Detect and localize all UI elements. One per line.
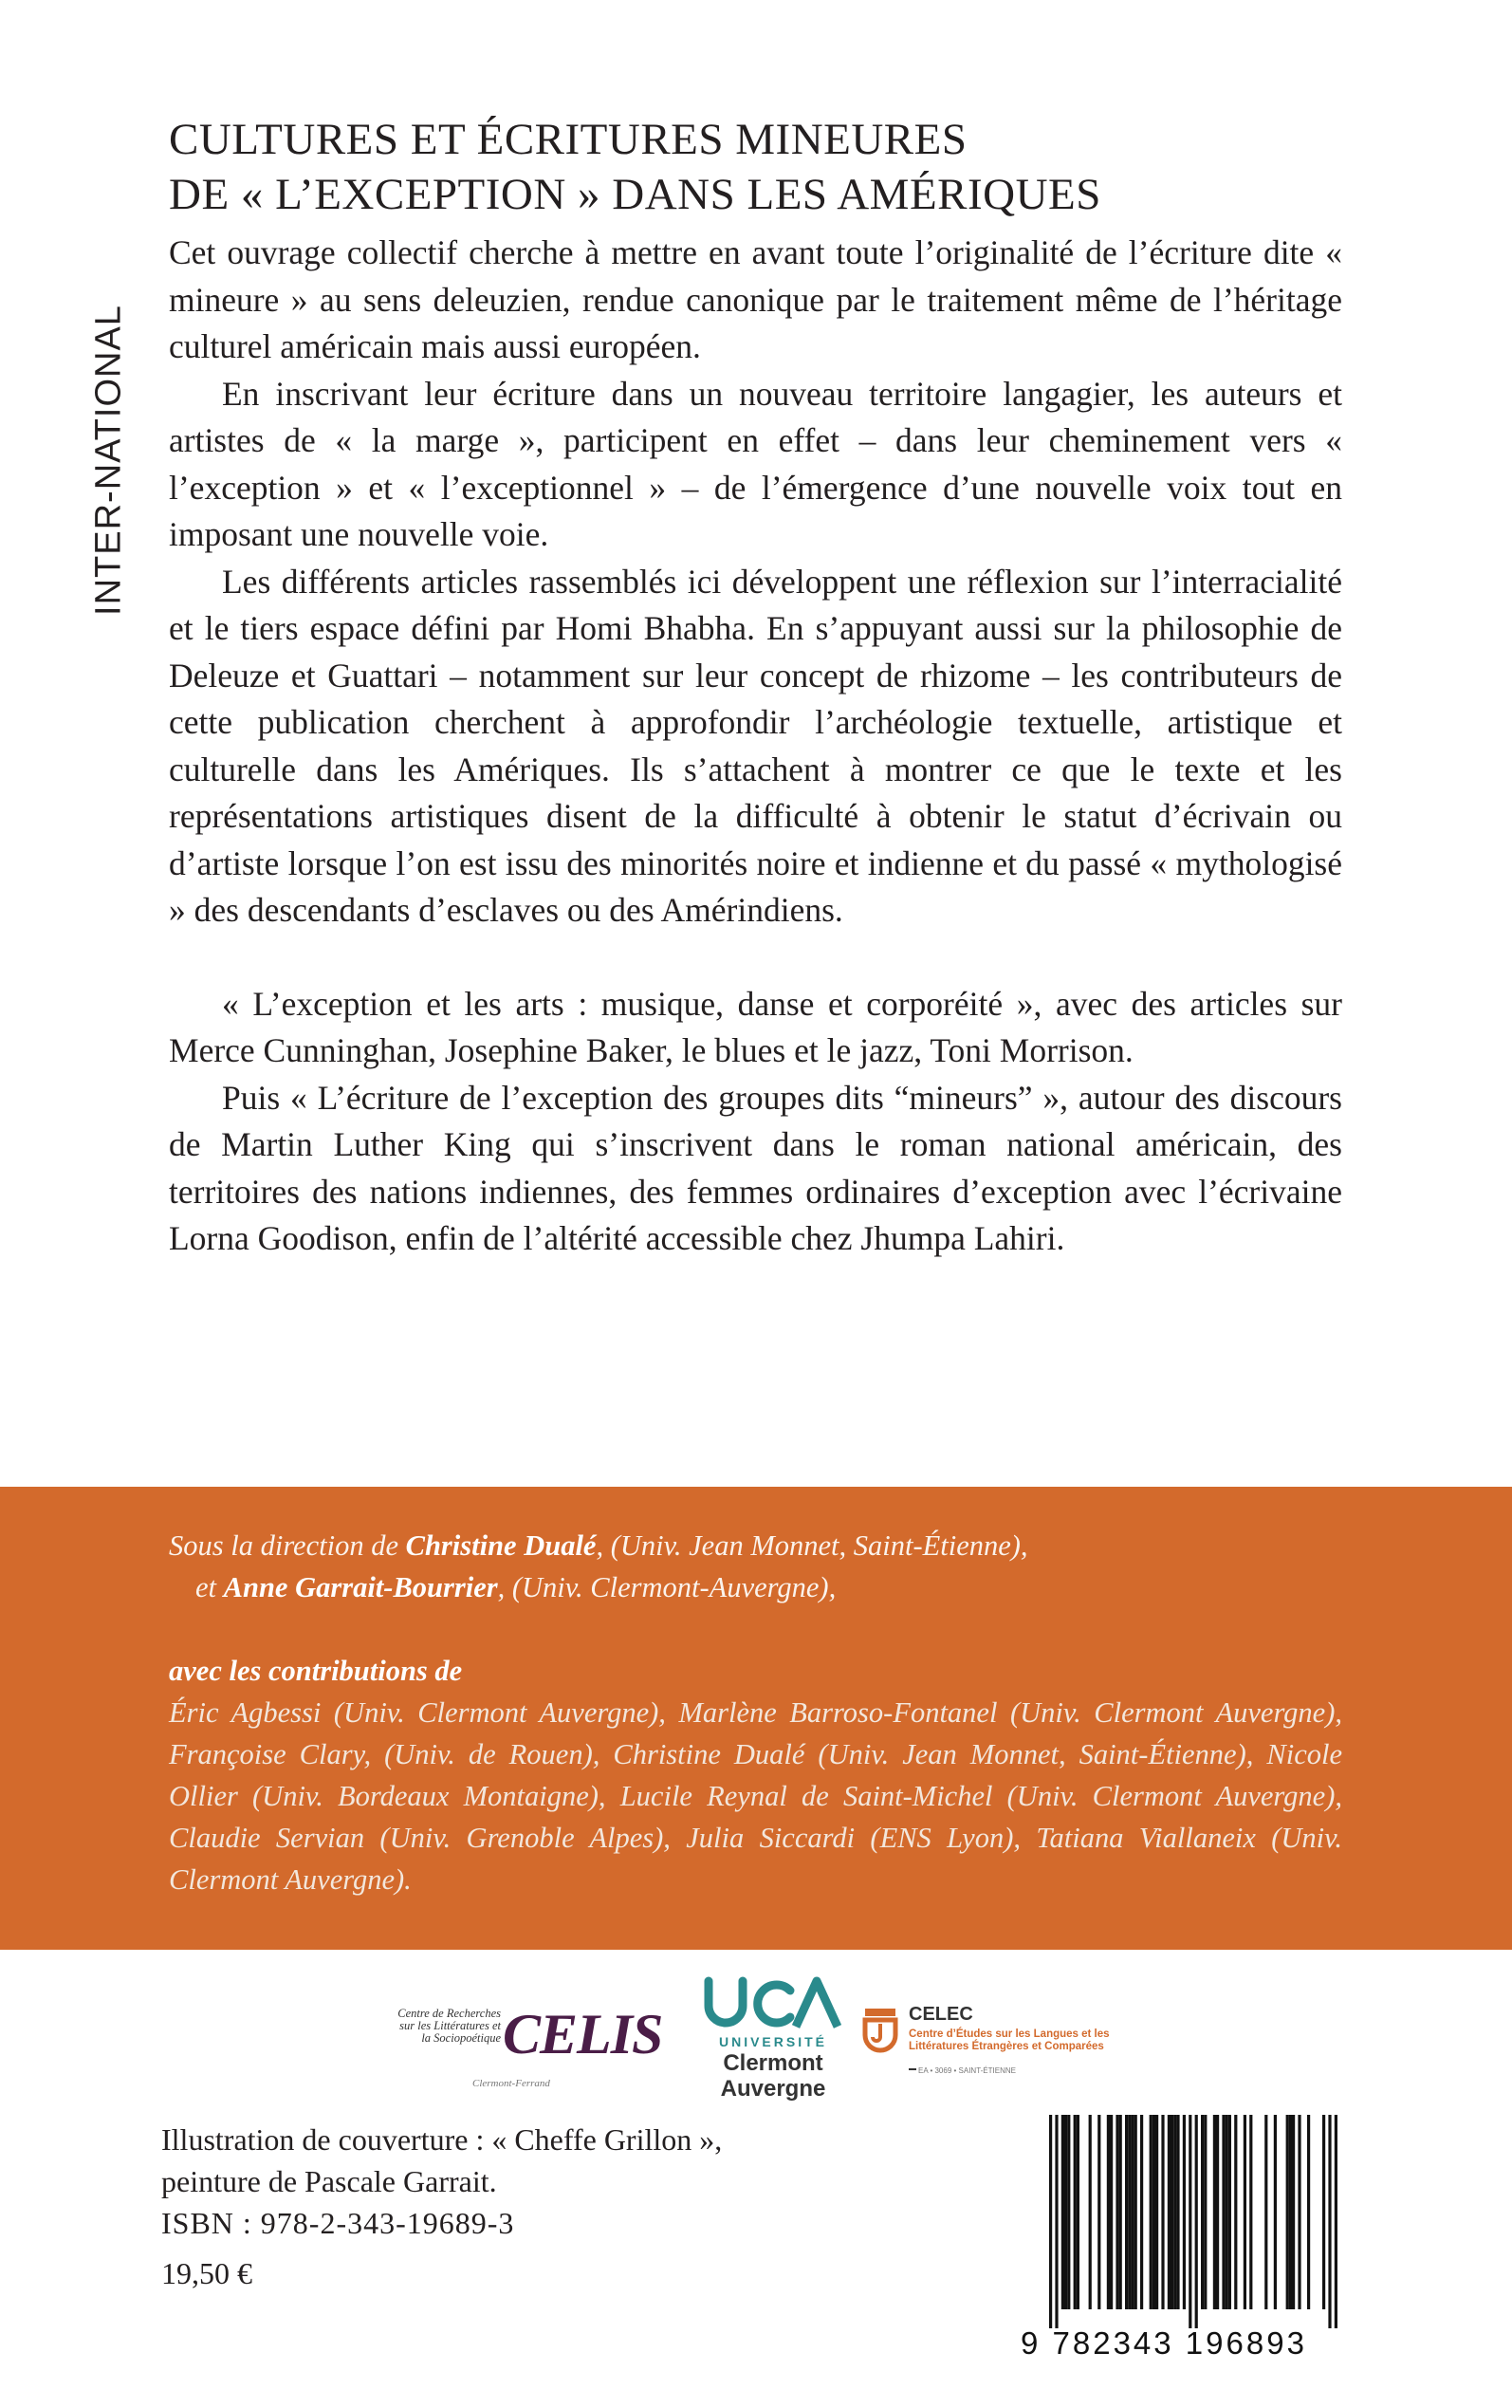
barcode-bar	[1222, 2115, 1225, 2309]
barcode-bar	[1176, 2115, 1179, 2309]
barcode-bar	[1171, 2115, 1173, 2309]
barcode-bar	[1061, 2115, 1064, 2309]
direction-line-2: et Anne Garrait-Bourrier, (Univ. Clermont-Auvergne),	[195, 1571, 837, 1603]
barcode-bar	[1328, 2115, 1331, 2328]
barcode-bar	[1201, 2115, 1204, 2309]
barcode-bar	[1289, 2115, 1292, 2309]
partner-logos	[0, 1950, 1512, 2121]
barcode-bar	[1125, 2115, 1128, 2309]
barcode-bar	[1249, 2115, 1252, 2309]
barcode-bar	[1161, 2115, 1164, 2309]
barcode-bar	[1110, 2115, 1113, 2309]
barcode-bar	[1307, 2115, 1310, 2309]
celis-logo: Centre de Recherches sur les Littératures et la Sociopoétique CELIS Clermont-Ferrand	[397, 2003, 663, 2089]
title-line-1: CULTURES ET ÉCRITURES MINEURES	[169, 115, 968, 164]
blurb-paragraph: Les différents articles rassemblés ici développent une réflexion sur l’interracialité et le tiers espace défini par Homi Bhabha. En s’appuyant aussi sur la philosophie de Deleuze et Guattari – notamment sur leur concept de rhizome – les contributeurs de cette publication cherchent à approfondir l’archéologie textuelle, artistique et culturelle dans les Amériques. Ils s’attachent à montrer ce que le texte et les représentations artistiques disent de la difficulté à obtenir le statut d’écrivain ou d’artiste lorsque l’on est issu des minorités noire et indienne et du passé « mythologisé » des descendants d’esclaves ou des Amérindiens.	[169, 562, 1342, 929]
uca-logo: UNIVERSITÉ Clermont Auvergne	[697, 1973, 849, 2106]
title-line-2: DE « L’EXCEPTION » DANS LES AMÉRIQUES	[169, 170, 1101, 219]
direction-line-1: Sous la direction de Christine Dualé, (Univ. Jean Monnet, Saint-Étienne),	[169, 1529, 1028, 1562]
barcode-bar	[1264, 2115, 1267, 2309]
barcode-digits: 9 782343 196893	[1021, 2325, 1307, 2361]
uca-mark-icon	[697, 1973, 849, 2030]
barcode-bar	[1286, 2115, 1289, 2309]
barcode-bar	[1204, 2115, 1207, 2309]
barcode-bar	[1055, 2115, 1058, 2328]
barcode-bar	[1274, 2115, 1277, 2309]
barcode-bar	[1244, 2115, 1246, 2309]
barcode-bar	[1077, 2115, 1079, 2309]
barcode-bar	[1226, 2115, 1228, 2309]
series-label: INTER-NATIONAL	[88, 305, 129, 616]
barcode-bar	[1131, 2115, 1134, 2309]
barcode-bar	[1097, 2115, 1100, 2309]
barcode-bar	[1049, 2115, 1052, 2328]
barcode-bar	[1298, 2115, 1300, 2309]
barcode-bar	[1067, 2115, 1070, 2309]
barcode-bars	[1021, 2115, 1353, 2328]
barcode-bar	[1322, 2115, 1325, 2309]
book-title	[169, 112, 1355, 222]
barcode-bar	[1189, 2115, 1191, 2328]
barcode-bar	[1213, 2115, 1216, 2309]
barcode-bar	[1134, 2115, 1137, 2309]
barcode-bar	[1119, 2115, 1122, 2309]
cover-credit: Illustration de couverture : « Cheffe Grillon », peinture de Pascale Garrait.	[161, 2122, 723, 2198]
barcode-bar	[1216, 2115, 1219, 2309]
barcode-bar	[1116, 2115, 1118, 2309]
contributions-heading: avec les contributions de	[169, 1655, 463, 1687]
celec-logo: CELEC Centre d’Études sur les Langues et les Littératures Étrangères et Comparées EA • 3069 • SAINT-ÉTIENNE	[861, 2002, 1165, 2097]
blurb-paragraph: Cet ouvrage collectif cherche à mettre en avant toute l’originalité de l’écriture dite « mineure » au sens deleuzien, rendue canonique par le traitement même de l’héritage culturel américain mais aussi européen.	[169, 233, 1342, 365]
blurb	[169, 230, 1342, 1263]
contributions-list: Éric Agbessi (Univ. Clermont Auvergne), Marlène Barroso-Fontanel (Univ. Clermont Auvergne), Françoise Clary, (Univ. de Rouen), Christine Dualé (Univ. Jean Monnet, Saint-Étienne), Nicole Ollier (Univ. Bordeaux Montaigne), Lucile Reynal de Saint-Michel (Univ. Clermont Auvergne), Claudie Servian (Univ. Grenoble Alpes), Julia Siccardi (ENS Lyon), Tatiana Viallaneix (Univ. Clermont Auvergne).	[169, 1696, 1342, 1896]
barcode-bar	[1074, 2115, 1077, 2309]
barcode-bar	[1150, 2115, 1152, 2309]
barcode-bar	[1152, 2115, 1155, 2309]
barcode-bar	[1140, 2115, 1143, 2309]
barcode-bar	[1173, 2115, 1176, 2309]
barcode-bar	[1195, 2115, 1198, 2328]
barcode-bar	[1168, 2115, 1171, 2309]
blurb-paragraph: En inscrivant leur écriture dans un nouveau territoire langagier, les auteurs et artistes de « la marge », participent en effet – dans leur cheminement vers « l’exception » et « l’exceptionnel » – de l’émergence d’une nouvelle voix tout en imposant une nouvelle voie.	[169, 374, 1342, 553]
isbn: ISBN : 978-2-343-19689-3	[161, 2206, 515, 2240]
barcode-bar	[1335, 2115, 1337, 2328]
barcode-bar	[1234, 2115, 1237, 2309]
barcode-bar	[1292, 2115, 1295, 2309]
celec-shield-icon	[861, 2007, 899, 2054]
blurb-paragraph: « L’exception et les arts : musique, danse et corporéité », avec des articles sur Merce Cunninghan, Josephine Baker, le blues et le jazz, Toni Morrison.	[169, 984, 1342, 1069]
barcode-bar	[1064, 2115, 1067, 2309]
barcode-bar	[1183, 2115, 1186, 2309]
barcode-bar	[1089, 2115, 1092, 2309]
barcode-bar	[1107, 2115, 1110, 2309]
editors-band	[0, 1487, 1512, 1950]
barcode	[1021, 2115, 1353, 2362]
editor-name: Christine Dualé	[405, 1529, 597, 1562]
price: 19,50 €	[161, 2256, 252, 2290]
barcode-bar	[1155, 2115, 1158, 2309]
editor-name: Anne Garrait-Bourrier	[223, 1571, 498, 1603]
barcode-bar	[1128, 2115, 1131, 2309]
barcode-bar	[1228, 2115, 1231, 2309]
blurb-paragraph: Puis « L’écriture de l’exception des groupes dits “mineurs” », autour des discours de Martin Luther King qui s’inscrivent dans le roman national américain, des territoires des nations indiennes, des femmes ordinaires d’exception avec l’écrivaine Lorna Goodison, enfin de l’altérité accessible chez Jhumpa Lahiri.	[169, 1078, 1342, 1257]
